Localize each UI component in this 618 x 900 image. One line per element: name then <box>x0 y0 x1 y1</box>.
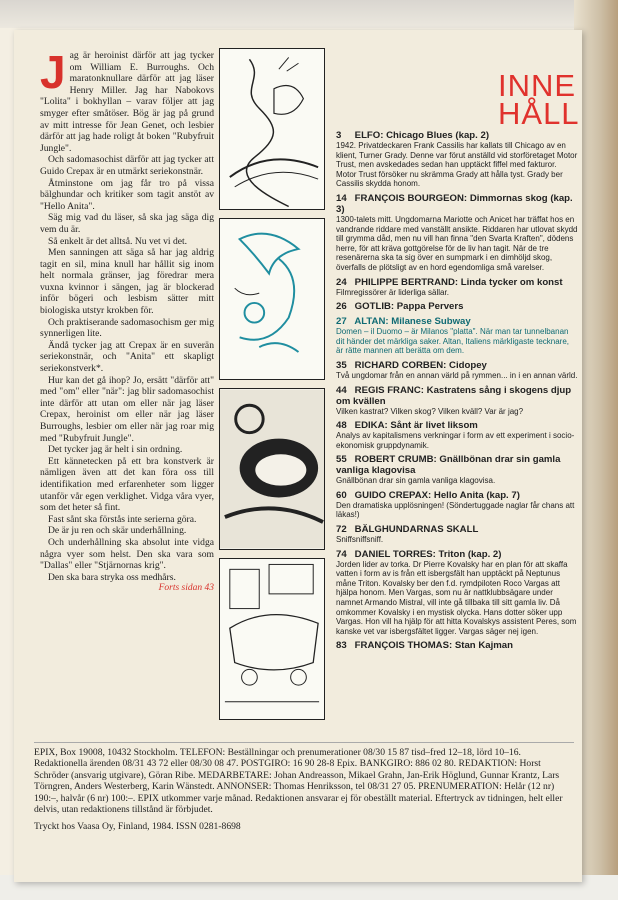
editorial-paragraph: Men sanningen att säga så har jag aldrig tagit en sil, mina knull har hållit sig inom helt normala gränser, jag föredrar mera vuxna kvinnor i sängen, jag är blockerad inför bögeri och lesbism sätter mitt biologiska utstyr krokben för. <box>40 247 214 317</box>
illustration-column <box>219 48 329 728</box>
colophon-text: EPIX, Box 19008, 10432 Stockholm. TELEFON: Beställningar och prenumerationer 08/30 15 87 tisd–fred 12–18, lörd 10–16. Redaktionella ärenden 08/31 43 72 eller 08/30 08 47. POSTGIRO: 16 90 28-8 Epix. BANKGIRO: 886 02 80. REDAKTION: Horst Schröder (ansvarig utgivare), Göran Ribe. MEDARBETARE: Johan Andreasson, Mikael Grahn, Jan-Erik Höglund, Gunnar Krantz, Lars Törngren, Anders Westerberg, Karin Wänstedt. ANNONSER: Thomas Henriksson, tel 08/31 27 05. PRENUMERATION: Helår (12 nr) 190:–, halvår (6 nr) 100:–. EPIX utkommer varje månad. Redaktionen ansvarar ej för obeställt material. Eftertryck av tidningen, helt eller delvis, utan redaktionens tillstånd är förbjudet. <box>34 747 563 816</box>
toc-entry[interactable]: 60 GUIDO CREPAX: Hello Anita (kap. 7) Den dramatiska upplösningen! (Söndertuggade naglar får chans att läkas!) <box>336 489 575 520</box>
illustration-city <box>219 558 325 720</box>
page-number: 74 <box>336 548 347 560</box>
toc-entry[interactable]: 35 RICHARD CORBEN: Cidopey Två ungdomar från en annan värld på rymmen... in i en annan värld. <box>336 359 578 380</box>
editorial-paragraph: Jag är heroinist därför att jag tycker om William E. Burroughs. Och maratonknullare därför att jag läser Henry Miller. Jag har Nabokovs "Lolita" i bokhyllan – varav följer att jag smyger efter småtöser. Bög är jag på grund av mitt intresse för Jean Genet, och lesbier därför att jag hade roligt åt boken "Rubyfruit Jungle". <box>40 46 214 154</box>
colophon <box>34 742 574 833</box>
drop-cap: J <box>40 46 66 98</box>
editorial-paragraph: Åtminstone om jag får tro på vissa bälghundar och kritiker som tagit anstöt av "Hello Anita". <box>40 177 214 212</box>
illustration-city-drawing <box>220 559 324 719</box>
page-number: 3 <box>336 130 342 141</box>
editorial-paragraph: Och praktiserande sadomasochism ger mig synnerligen lite. <box>40 316 214 340</box>
toc-entry[interactable]: 48 EDIKA: Sånt är livet liksom Analys av kapitalismens verkningar i form av ett experiment i socio-ekonomisk gruppdynamik. <box>336 420 575 450</box>
page-number: 48 <box>336 420 347 432</box>
editorial-paragraph: De är ju ren och skär underhållning. <box>48 525 187 537</box>
editorial-paragraph: Och sadomasochist därför att jag tycker att Guido Crepax är en utmärkt seriekonstnär. <box>40 154 214 177</box>
illustration-hand-rope <box>219 48 325 210</box>
toc-entry[interactable]: 24 PHILIPPE BERTRAND: Linda tycker om konst Filmregissörer är liderliga sällar. <box>336 276 563 297</box>
page-number: 72 <box>336 524 347 536</box>
page-number: 27 <box>336 316 347 328</box>
toc-entry[interactable]: 27 ALTAN: Milanese Subway Domen – il Duomo – är Milanos "platta". När man tar tunnelbanan dit händer det märkliga saker. Altan, Italiens märkligaste tecknare, är rätte mannen att berätta om dem. <box>336 316 570 356</box>
background-top <box>0 0 618 28</box>
illustration-hand-rope-drawing <box>220 49 324 209</box>
editorial-paragraph: Den ska bara stryka oss medhårs. <box>48 571 176 583</box>
page-number: 60 <box>336 489 347 501</box>
page-number: 14 <box>336 192 347 204</box>
page-number: 83 <box>336 640 347 652</box>
editorial-paragraph: Och underhållning ska absolut inte vidga några vyer som helst. Den ska vara som "Dallas" eller "Stjärnornas krig". <box>40 536 214 572</box>
editorial-paragraph: Fast sånt ska förstås inte serierna göra. <box>48 513 197 525</box>
toc-entry[interactable]: 55 ROBERT CRUMB: Gnällbönan drar sin gamla vanliga klagovisa Gnällbönan drar sin gamla vanliga klagovisa. <box>336 454 561 486</box>
toc-entry[interactable]: 26 GOTLIB: Pappa Pervers <box>336 301 464 313</box>
page-number: 44 <box>336 384 347 396</box>
toc-entry[interactable]: 72 BÄLGHUNDARNAS SKALL Sniffsniffsniff. <box>336 524 479 545</box>
toc-entry[interactable]: 44 REGIS FRANC: Kastratens sång i skogens djup om kvällen Vilken kastrat? Vilken skog? Vilken kväll? Var är jag? <box>336 384 572 416</box>
continued-note: Forts sidan 43 <box>158 583 214 594</box>
illustration-face-blue-drawing <box>220 219 324 379</box>
illustration-mouth-drawing <box>220 389 324 549</box>
page-number: 35 <box>336 359 347 371</box>
toc-entry[interactable]: 83 FRANÇOIS THOMAS: Stan Kajman <box>336 640 513 652</box>
page-number: 26 <box>336 301 347 313</box>
illustration-mouth <box>219 388 325 550</box>
editorial-paragraph: Det tycker jag är helt i sin ordning. <box>48 444 183 456</box>
table-of-contents <box>336 130 578 655</box>
print-info: Tryckt hos Vaasa Oy, Finland, 1984. ISSN 0281-8698 <box>34 821 241 833</box>
toc-entry[interactable]: 74 DANIEL TORRES: Triton (kap. 2) Jorden lider av torka. Dr Pierre Kovalsky har en plan för att skaffa vatten i form av is från ett isbergsfält han upptäckt på Neptunus måne Triton. Kovalsky ber den f.d. rymdpiloten Roco Vargas att hjälpa honom. Men Vargas, som nu är nattklubbsägare under namnet Armando Mistral, vill inte gå tillbaka till sitt gamla liv. Då omkommer Kovalsky i en mystisk olycka. Hans dotter söker upp Vargas. Hon vill ha hjälp för att hitta Kovalskys assistent Peres, som kanske vet var isbergsfältet ligger. Vargas säger nej igen. <box>336 548 577 636</box>
page-number: 24 <box>336 276 347 288</box>
editorial-paragraph: Så enkelt är det alltså. Nu vet vi det. <box>48 235 188 247</box>
magazine-page <box>14 30 582 882</box>
page-title: INNE HÅLL <box>498 68 580 131</box>
illustration-face-blue <box>219 218 325 380</box>
editorial-paragraph: Säg mig vad du läser, så ska jag säga dig vem du är. <box>40 212 214 235</box>
editorial-paragraph: Ändå tycker jag att Crepax är en suverän seriekonstnär, och "Anita" ett skapligt seriekonstverk*. <box>40 339 214 375</box>
editorial-paragraph: Hur kan det gå ihop? Jo, ersätt "därför att" med "om" eller "när": jag blir sadomasochist inte därför att utan om eller när jag läser Crepax, heroinist om eller när jag läser Burroughs, lesbier om eller när jag roar mig med "Rubyfruit Jungle". <box>40 374 214 444</box>
toc-entry[interactable]: 3 ELFO: Chicago Blues (kap. 2) 1942. Privatdeckaren Frank Cassilis har kallats till Chicago av en klient, Turner Grady. Denne var förut anställd vid storföretaget Motor Trust, men avskedades sedan han upptäckt fiffel med fakturor. Motor Trust försöker nu skrämma Grady att hålla tyst. Grady ber Cassilis skydda honom. <box>336 130 578 189</box>
editorial-column <box>40 46 214 597</box>
page-number: 55 <box>336 454 347 466</box>
editorial-paragraph: Ett kännetecken på ett bra konstverk är nämligen även att det kan föra oss till identifikation med erfarenheter som ligger utanför vår egen verklighet. Vidga våra vyer, som det heter så fint. <box>40 455 214 514</box>
toc-entry[interactable]: 14 FRANÇOIS BOURGEON: Dimmornas skog (kap. 3) 1300-talets mitt. Ungdomarna Mariotte och Anicet har träffat hos en vandrande riddare med vanställt ansikte. Riddaren har utlovat skydd till grymma dåd, men nu vill han finna "den Svarta Kraften", dödens herre, för att kräva gottgörelse för de liv han tagit. När de tre resenärerna ska ta sig över en sumpmark i en dimhöljd skog, överfalls de plötsligt av en hord egendomliga små varelser. <box>336 192 578 272</box>
